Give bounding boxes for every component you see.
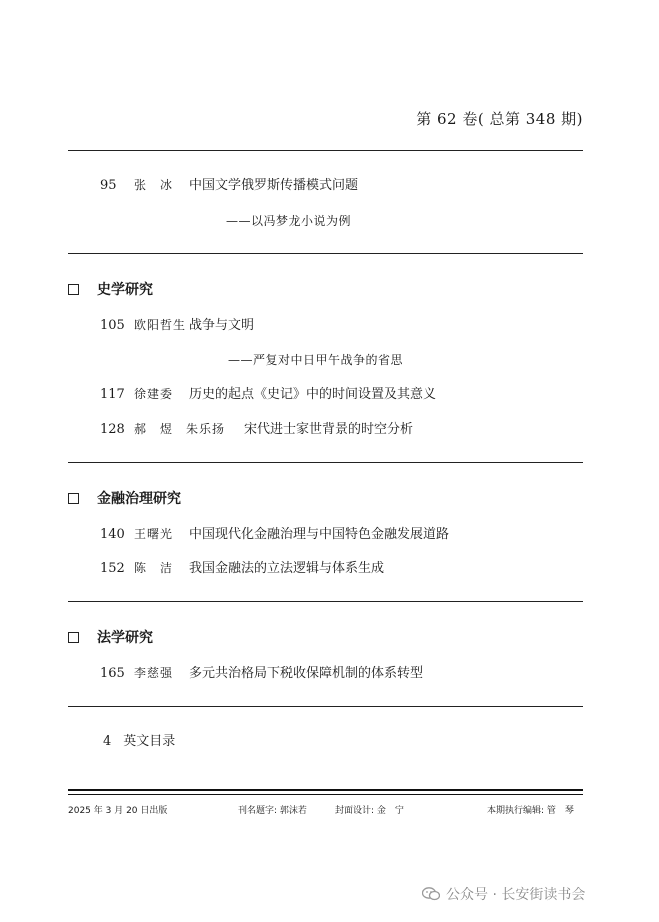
watermark-text: 公众号 · 长安街读书会: [446, 887, 586, 903]
divider: [68, 706, 583, 707]
checkbox-square-icon: [68, 284, 79, 295]
divider: [68, 601, 583, 602]
footer-double-rule: [68, 789, 583, 795]
article-title: 中国现代化金融治理与中国特色金融发展道路: [189, 527, 450, 542]
page-number: 4: [103, 734, 112, 749]
cover-design-credit: 封面设计: 金 宁: [335, 806, 404, 816]
section-label: 金融治理研究: [97, 491, 181, 507]
author: 李慈强: [134, 666, 174, 680]
article-title: 英文目录: [123, 734, 176, 749]
section-heading-history: [68, 281, 153, 299]
page-number: 165: [100, 666, 125, 681]
toc-entry[interactable]: [100, 559, 384, 578]
executive-editor-credit: 本期执行编辑: 管 琴: [487, 806, 574, 816]
section-heading-law: [68, 629, 153, 647]
article-title: 中国文学俄罗斯传播模式问题: [189, 178, 359, 193]
author: 徐建委: [134, 387, 174, 401]
page-number: 140: [100, 527, 125, 542]
checkbox-square-icon: [68, 632, 79, 643]
toc-entry[interactable]: [100, 420, 413, 439]
watermark: [422, 884, 585, 904]
article-title: 宋代进士家世背景的时空分析: [244, 422, 414, 437]
title-calligraphy-credit: 刊名题字: 郭沫若: [238, 806, 307, 816]
wechat-icon: [422, 887, 440, 901]
author: 王曙光: [134, 527, 174, 541]
toc-entry-english[interactable]: [103, 733, 175, 751]
toc-entry[interactable]: [100, 385, 436, 404]
author: 欧阳哲生: [134, 318, 187, 332]
author: 张 冰: [134, 178, 174, 192]
page-number: 152: [100, 561, 125, 576]
article-title: 战争与文明: [189, 318, 255, 333]
publication-date: 2025 年 3 月 20 日出版: [68, 806, 168, 816]
toc-entry[interactable]: [100, 176, 358, 195]
volume-label: 第 62 卷( 总第 348 期): [416, 110, 583, 128]
article-subtitle: ——严复对中日甲午战争的省思: [228, 353, 404, 367]
article-title: 我国金融法的立法逻辑与体系生成: [189, 561, 385, 576]
divider: [68, 253, 583, 254]
page-number: 117: [100, 387, 125, 402]
article-title: 多元共治格局下税收保障机制的体系转型: [189, 666, 424, 681]
page-number: 128: [100, 422, 125, 437]
divider: [68, 462, 583, 463]
page-number: 105: [100, 318, 125, 333]
checkbox-square-icon: [68, 493, 79, 504]
section-label: 法学研究: [97, 630, 153, 646]
divider: [68, 150, 583, 151]
toc-entry[interactable]: [100, 664, 423, 683]
author: 郝 煜 朱乐扬: [134, 422, 226, 436]
article-title: 历史的起点《史记》中的时间设置及其意义: [189, 387, 437, 402]
page-number: 95: [100, 178, 117, 193]
section-label: 史学研究: [97, 282, 153, 298]
article-subtitle: ——以冯梦龙小说为例: [226, 214, 352, 228]
section-heading-finance: [68, 490, 181, 508]
toc-entry[interactable]: [100, 316, 254, 335]
toc-entry[interactable]: [100, 525, 449, 544]
author: 陈 洁: [134, 561, 174, 575]
